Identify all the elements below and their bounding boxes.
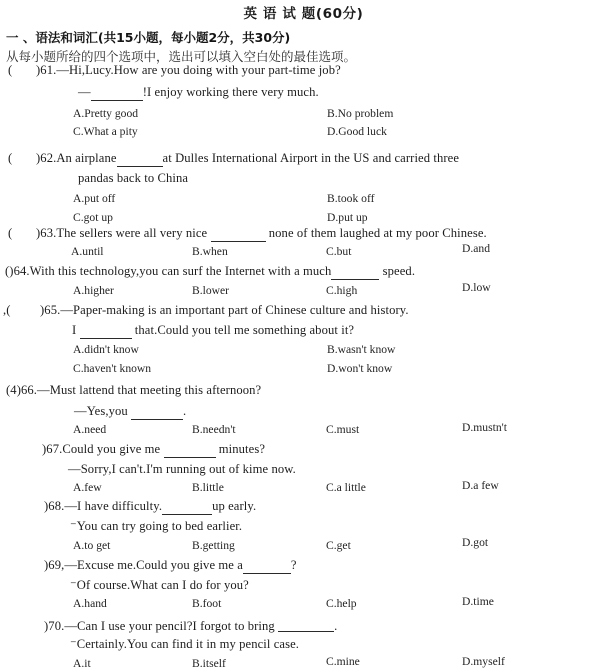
question-63-option-b[interactable]: B.when <box>192 245 228 258</box>
question-70-option-d[interactable]: D.myself <box>462 655 505 668</box>
question-62-marker: ( <box>8 151 13 165</box>
question-68-option-c[interactable]: C.get <box>326 539 351 552</box>
question-62-stem: )62.An airplane at Dulles International Airport in the US and carried three <box>36 151 460 165</box>
page-title: 英 语 试 题(60分) <box>243 6 364 22</box>
question-65-option-b[interactable]: B.wasn't know <box>327 343 396 356</box>
question-61-marker: ( <box>8 63 13 77</box>
question-65-option-c[interactable]: C.haven't known <box>73 362 152 375</box>
question-69-option-c[interactable]: C.help <box>326 597 357 610</box>
question-65-option-d[interactable]: D.won't know <box>327 362 393 375</box>
question-65-stem: )65.—Paper-making is an important part of Chinese culture and history. <box>40 303 409 317</box>
question-65-stem-line2: I that.Could you tell me something about it? <box>72 323 355 337</box>
question-62-option-d[interactable]: D.put up <box>327 211 368 224</box>
section-heading: 一 、语法和词汇(共15小题，每小题2分，共30分) <box>6 30 291 45</box>
question-69-option-b[interactable]: B.foot <box>192 597 222 610</box>
question-67-stem-line2: —Sorry,I can't.I'm running out of kime now. <box>68 462 296 476</box>
question-67-option-b[interactable]: B.little <box>192 481 224 494</box>
question-69-stem-line2: ⁻Of course.What can I do for you? <box>70 578 249 592</box>
question-64-stem: ()64.With this technology,you can surf the Internet with a much speed. <box>5 264 416 278</box>
question-67-option-a[interactable]: A.few <box>73 481 102 494</box>
question-61-stem-line2: — !I enjoy working there very much. <box>78 85 319 99</box>
question-66-option-c[interactable]: C.must <box>326 423 360 436</box>
question-68-stem: )68.—I have difficulty. up early. <box>44 499 257 513</box>
question-63-option-d[interactable]: D.and <box>462 242 491 255</box>
question-68-option-b[interactable]: B.getting <box>192 539 235 552</box>
question-64-option-d[interactable]: D.low <box>462 281 491 294</box>
question-70-option-b[interactable]: B.itself <box>192 657 226 670</box>
question-62-option-b[interactable]: B.took off <box>327 192 375 205</box>
question-70-option-a[interactable]: A.it <box>73 657 91 670</box>
question-63-marker: ( <box>8 226 13 240</box>
question-63-option-c[interactable]: C.but <box>326 245 352 258</box>
question-62-stem-line2: pandas back to China <box>78 171 189 185</box>
question-67-option-c[interactable]: C.a little <box>326 481 366 494</box>
question-66-option-a[interactable]: A.need <box>73 423 107 436</box>
question-61-option-c[interactable]: C.What a pity <box>73 125 138 138</box>
question-66-option-d[interactable]: D.mustn't <box>462 421 507 434</box>
question-68-stem-line2: ⁻You can try going to bed earlier. <box>70 519 243 533</box>
question-61-option-d[interactable]: D.Good luck <box>327 125 387 138</box>
question-65-marker: ,( <box>3 303 11 317</box>
question-66-option-b[interactable]: B.needn't <box>192 423 236 436</box>
question-63-stem: )63.The sellers were all very nice none of them laughed at my poor Chinese. <box>36 226 487 240</box>
question-70-stem-line2: ⁻Certainly.You can find it in my pencil case. <box>70 637 300 651</box>
question-61-stem: )61.—Hi,Lucy.How are you doing with your part-time job? <box>36 63 341 77</box>
question-69-option-d[interactable]: D.time <box>462 595 494 608</box>
question-64-option-c[interactable]: C.high <box>326 284 358 297</box>
question-62-option-c[interactable]: C.got up <box>73 211 113 224</box>
section-instruction: 从每小题所给的四个选项中，选出可以填入空白处的最佳选项。 <box>6 49 357 64</box>
question-70-option-c[interactable]: C.mine <box>326 655 360 668</box>
question-68-option-a[interactable]: A.to get <box>73 539 111 552</box>
question-63-option-a[interactable]: A.until <box>71 245 104 258</box>
question-68-option-d[interactable]: D.got <box>462 536 489 549</box>
question-65-option-a[interactable]: A.didn't know <box>73 343 139 356</box>
question-69-stem: )69,—Excuse me.Could you give me a ? <box>44 558 297 572</box>
question-66-stem: (4)66.—Must lattend that meeting this afternoon? <box>6 383 262 397</box>
question-64-option-a[interactable]: A.higher <box>73 284 114 297</box>
question-70-stem: )70.—Can I use your pencil?I forgot to bring . <box>44 619 338 633</box>
question-64-option-b[interactable]: B.lower <box>192 284 230 297</box>
question-69-option-a[interactable]: A.hand <box>73 597 107 610</box>
question-67-stem: )67.Could you give me minutes? <box>42 442 266 456</box>
question-61-option-b[interactable]: B.No problem <box>327 107 394 120</box>
question-62-option-a[interactable]: A.put off <box>73 192 116 205</box>
question-66-stem-line2: —Yes,you . <box>74 404 187 418</box>
question-67-option-d[interactable]: D.a few <box>462 479 499 492</box>
question-61-option-a[interactable]: A.Pretty good <box>73 107 139 120</box>
